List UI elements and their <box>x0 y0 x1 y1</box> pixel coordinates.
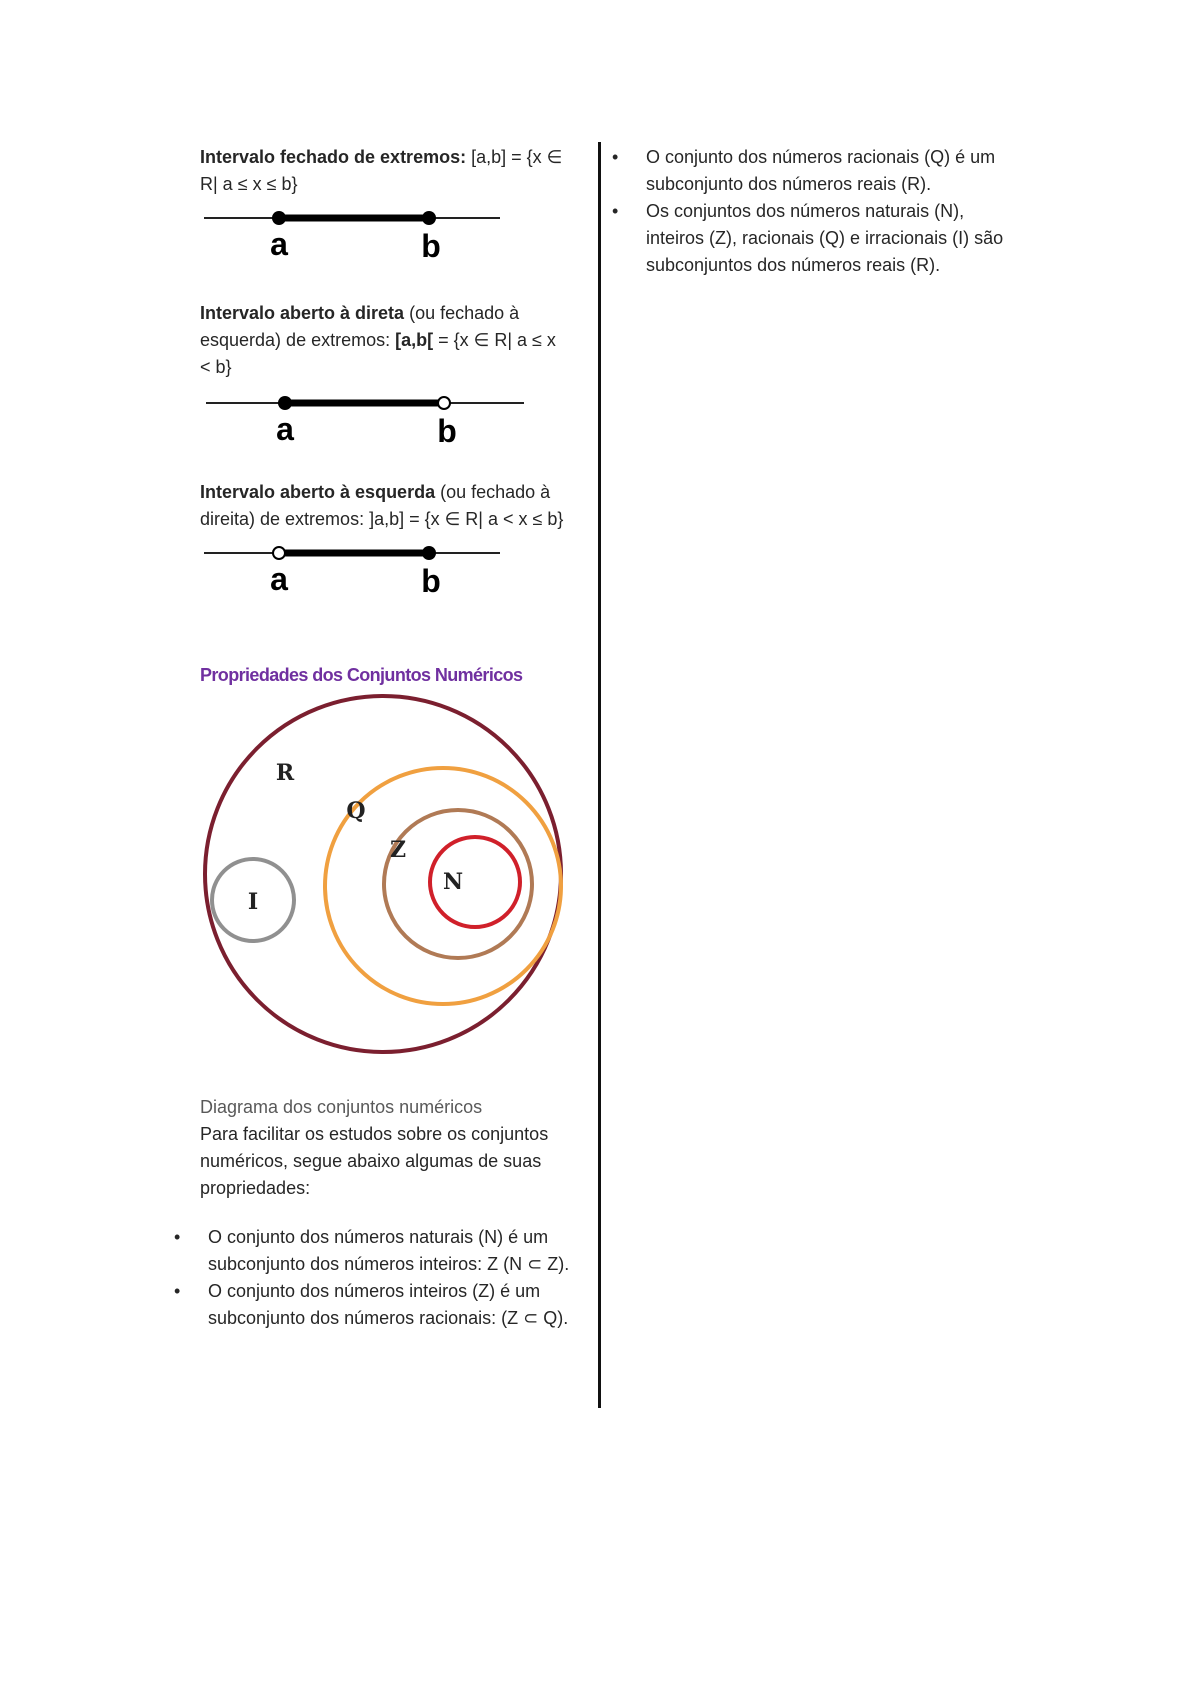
list-item <box>174 1224 570 1278</box>
right-open-interval-text <box>200 300 570 381</box>
closed-interval-title: Intervalo fechado de extremos: <box>200 147 467 167</box>
number-sets-diagram <box>198 694 568 1064</box>
column-divider <box>598 142 601 1408</box>
right-column <box>612 144 1018 279</box>
list-item-text: O conjunto dos números naturais (N) é um subconjunto dos números inteiros: Z (N ⊂ Z). <box>208 1227 570 1274</box>
section-heading: Propriedades dos Conjuntos Numéricos <box>200 665 523 685</box>
right-open-interval-title: Intervalo aberto à direta <box>200 303 405 323</box>
left-open-interval-text <box>200 479 570 533</box>
label-a: a <box>270 561 288 597</box>
label-b: b <box>421 563 441 599</box>
endpoint-b-closed <box>422 211 436 225</box>
list-item <box>174 1278 570 1332</box>
label-N: N <box>442 869 464 895</box>
right-open-interval-line <box>200 389 530 449</box>
label-a: a <box>276 411 294 447</box>
list-item-text: O conjunto dos números inteiros (Z) é um subconjunto dos números racionais: (Z ⊂ Q). <box>208 1281 569 1328</box>
left-open-interval-title: Intervalo aberto à esquerda <box>200 482 436 502</box>
list-item <box>612 198 1018 279</box>
closed-interval-text <box>200 144 570 198</box>
list-item-text: Os conjuntos dos números naturais (N), inteiros (Z), racionais (Q) e irracionais (I) são subconjuntos dos números reais (R). <box>646 201 1004 275</box>
bullet: • <box>612 147 619 167</box>
left-open-interval-formula: (ou fechado à direita) de extremos: ]a,b] = {x ∈ R| a < x ≤ b} <box>200 482 564 529</box>
label-Z: Z <box>389 837 407 863</box>
right-properties-list <box>612 144 1018 279</box>
right-open-interval-formula: = {x ∈ R| a ≤ x < b} <box>200 330 556 377</box>
list-item <box>612 144 1018 198</box>
left-open-interval-line <box>200 541 500 601</box>
label-I: I <box>247 889 259 915</box>
label-b: b <box>437 413 457 449</box>
list-item-text: O conjunto dos números racionais (Q) é um subconjunto dos números reais (R). <box>646 147 996 194</box>
endpoint-a-open <box>273 547 285 559</box>
diagram-caption: Diagrama dos conjuntos numéricos <box>200 1097 483 1117</box>
label-b: b <box>421 228 441 264</box>
endpoint-a-closed <box>272 211 286 225</box>
label-a: a <box>270 226 288 262</box>
bullet: • <box>174 1227 181 1247</box>
endpoint-b-open <box>438 397 450 409</box>
bullet: • <box>612 201 619 221</box>
left-properties-list <box>174 1224 570 1332</box>
right-open-interval-bold: [a,b[ <box>395 330 434 350</box>
label-R: R <box>275 760 295 786</box>
intro-paragraph: Para facilitar os estudos sobre os conjuntos numéricos, segue abaixo algumas de suas propriedades: <box>200 1124 549 1198</box>
closed-interval-formula: [a,b] = {x ∈ R| a ≤ x ≤ b} <box>200 147 563 194</box>
closed-interval-line <box>200 206 500 266</box>
endpoint-a-closed <box>278 396 292 410</box>
bullet: • <box>174 1281 181 1301</box>
label-Q: Q <box>346 798 366 824</box>
endpoint-b-closed <box>422 546 436 560</box>
right-open-interval-middle: (ou fechado à esquerda) de extremos: <box>200 303 520 350</box>
left-column <box>174 144 570 1332</box>
